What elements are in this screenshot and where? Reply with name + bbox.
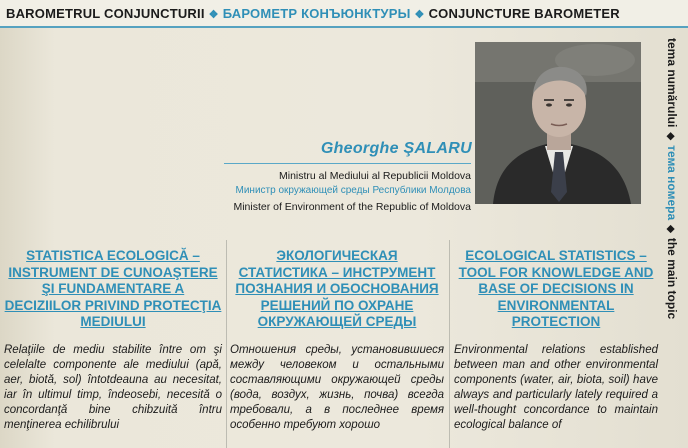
portrait-drawing	[475, 42, 641, 204]
column-divider	[226, 240, 227, 448]
bleed-through-text-right	[230, 34, 460, 134]
article-title-ru: ЭКОЛОГИЧЕСКАЯ СТАТИСТИКА – ИНСТРУМЕНТ ПОЗНАНИЯ И ОБОСНОВАНИЯ РЕШЕНИЙ ПО ОХРАНЕ ОКРУЖАЮЩЕЙ СРЕДЫ	[235, 248, 439, 329]
article-body-en: Environmental relations established between man and other environmental components (water, air, biota, soil) have always and particularly lately required a well-thought concordance to maintain ecological balance of	[454, 343, 658, 431]
header-title-ru: БАРОМЕТР КОНЪЮНКТУРЫ	[222, 6, 411, 21]
side-tag-ro: tema numărului	[665, 38, 679, 128]
diamond-icon: ◆	[665, 132, 676, 141]
author-position-ro: Ministru al Mediului al Republicii Moldova	[279, 170, 471, 182]
article-body-ro: Relaţiile de mediu stabilite între om şi celelalte componente ale mediului (apă, aer, biotă, sol) întotdeauna au necesitat, iar în ultimul timp, îndeosebi, necesită o concordanţă bine chibzuită întru menţinerea echilibrului	[4, 343, 222, 431]
header-separator-icon: ❖	[414, 9, 425, 21]
diamond-icon: ◆	[665, 225, 676, 233]
header-titles	[6, 6, 620, 24]
side-tag-en: the main topic	[665, 237, 679, 320]
bleed-through-text-left	[10, 34, 210, 144]
column-divider	[449, 240, 450, 448]
side-tag-ru: тема номера	[665, 145, 679, 221]
article-column-en	[454, 248, 658, 433]
author-photo	[475, 42, 641, 204]
author-position-en: Minister of Environment of the Republic of Moldova	[233, 201, 471, 213]
header-title-en: CONJUNCTURE BAROMETER	[428, 6, 620, 21]
article-column-ro	[4, 248, 222, 433]
author-name-rule	[224, 163, 471, 164]
side-topic-tag-text	[661, 38, 683, 428]
author-name: Gheorghe ŞALARU	[320, 140, 472, 157]
page-header	[0, 0, 688, 40]
header-title-ro: BAROMETRUL CONJUNCTURII	[6, 6, 205, 21]
header-rule	[0, 26, 688, 28]
article-title-ro: STATISTICA ECOLOGICĂ – INSTRUMENT DE CUNOAŞTERE ŞI FUNDAMENTARE A DECIZIILOR PRIVIND PROTECŢIA MEDIULUI	[4, 248, 222, 329]
article-column-ru	[230, 248, 444, 433]
article-title-en: ECOLOGICAL STATISTICS – TOOL FOR KNOWLEDGE AND BASE OF DECISIONS IN ENVIRONMENTAL PROTECTION	[458, 248, 654, 329]
author-position-ru: Министр окружающей среды Республики Молдова	[235, 185, 471, 196]
article-body-ru: Отношения среды, установившиеся между человеком и остальными составляющими окружающей среды (вода, воздух, жизнь, почва) всегда требовали, а в последнее время особенно требуют хорошо	[230, 343, 444, 431]
header-separator-icon: ❖	[208, 9, 219, 21]
side-topic-tag	[661, 38, 685, 428]
